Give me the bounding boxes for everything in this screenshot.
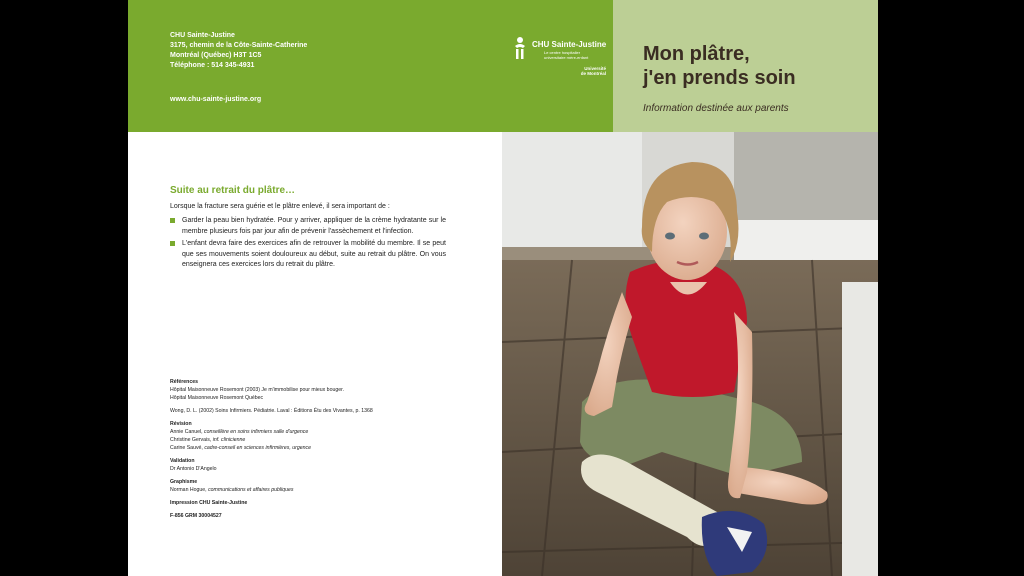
revision-1 bbox=[170, 428, 470, 436]
list-item bbox=[170, 239, 446, 271]
reviewer-name: Carine Sauvé, bbox=[170, 445, 203, 451]
brochure-page bbox=[128, 0, 878, 576]
reviewer-role: conseillère en soins infirmiers salle d'urgence bbox=[204, 429, 309, 435]
revision-heading: Révision bbox=[170, 421, 192, 427]
intro-text: Lorsque la fracture sera guérie et le plâtre enlevé, il sera important de : bbox=[170, 203, 390, 210]
reviewer-name: Annie Canuel, bbox=[170, 429, 203, 435]
reviewer-role: inf. clinicienne bbox=[212, 437, 246, 443]
phone-number: Téléphone : 514 345-4931 bbox=[170, 62, 255, 69]
references-heading: Références bbox=[170, 379, 198, 385]
reviewer-role: cadre-conseil en sciences infirmières, urgence bbox=[204, 445, 312, 451]
logo-name: CHU Sainte-Justine bbox=[532, 40, 607, 49]
reference-1: Hôpital Maisonneuve Rosemont (2003) Je m'immobilise pour mieux bouger. bbox=[170, 387, 344, 393]
website-link[interactable]: www.chu-sainte-justine.org bbox=[170, 96, 262, 103]
graphics-heading: Graphisme bbox=[170, 479, 198, 485]
reference-2: Hôpital Maisonneuve Rosemont Québec bbox=[170, 395, 264, 401]
org-name: CHU Sainte-Justine bbox=[170, 32, 235, 39]
city-address: Montréal (Québec) H3T 1C5 bbox=[170, 52, 262, 59]
designer-role: communications et affaires publiques bbox=[208, 487, 294, 493]
bullet-square-icon bbox=[170, 218, 175, 223]
address-block bbox=[170, 31, 307, 71]
bullet-list bbox=[170, 216, 446, 273]
graphics-credit bbox=[170, 486, 470, 494]
bullet-text: L'enfant devra faire des exercices afin de retrouver la mobilité du membre. Il se peut que ses mouvements soient douloureux au début, suite au retrait du plâtre. On vous enseignera ces exercices lors du retrait du plâtre. bbox=[182, 240, 446, 268]
section-title: Suite au retrait du plâtre… bbox=[170, 185, 296, 196]
logo-tagline: Le centre hospitalier universitaire mère-enfant bbox=[544, 50, 589, 60]
bullet-text: Garder la peau bien hydratée. Pour y arriver, appliquer de la crème hydratante sur le membre plusieurs fois par jour afin de prévenir l'assèchement et l'infection. bbox=[182, 217, 446, 235]
validation-name: Dr Antonio D'Angelo bbox=[170, 466, 217, 472]
credits-block bbox=[170, 373, 470, 520]
street-address: 3175, chemin de la Côte-Sainte-Catherine bbox=[170, 42, 308, 49]
chu-logo bbox=[512, 36, 608, 80]
brochure-title bbox=[643, 42, 796, 90]
document-code: F-856 GRM 30004527 bbox=[170, 513, 222, 519]
revision-2 bbox=[170, 436, 470, 444]
contact-band bbox=[128, 0, 613, 132]
title-line-2: j'en prends soin bbox=[643, 67, 796, 89]
brochure-subtitle: Information destinée aux parents bbox=[643, 103, 789, 114]
child-with-cast-photo bbox=[502, 132, 878, 576]
title-panel bbox=[613, 0, 878, 132]
print-credit: Impression CHU Sainte-Justine bbox=[170, 500, 248, 506]
revision-3 bbox=[170, 444, 470, 452]
title-line-1: Mon plâtre, bbox=[643, 43, 750, 65]
reference-3: Wong, D. L. (2002) Soins Infirmiers. Pédiatrie. Laval : Éditions Étu des Vivantes, p. 1368 bbox=[170, 408, 373, 414]
designer-name: Norman Hogue, bbox=[170, 487, 207, 493]
reviewer-name: Christine Gervais, bbox=[170, 437, 212, 443]
validation-heading: Validation bbox=[170, 458, 195, 464]
university-logo: Université de Montréal bbox=[580, 66, 606, 76]
chu-logo-icon bbox=[512, 36, 532, 62]
bullet-square-icon bbox=[170, 241, 175, 246]
list-item bbox=[170, 216, 446, 237]
